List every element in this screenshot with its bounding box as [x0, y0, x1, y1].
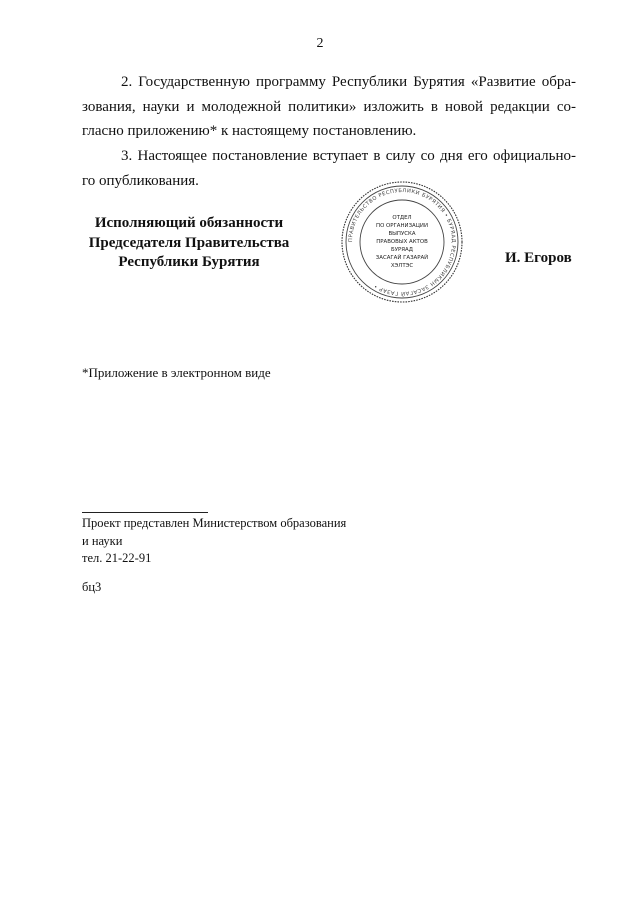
footer-line: и науки — [82, 533, 123, 548]
paragraph-2 — [82, 70, 576, 144]
paragraph-line: го опубликования. — [82, 172, 199, 189]
signatory-title-line: Председателя Правительства — [88, 234, 290, 251]
stamp-line: ПО ОРГАНИЗАЦИИ — [376, 223, 428, 229]
paragraph-line: гласно приложению* к настоящему постановлению. — [82, 123, 417, 139]
footer-contact — [82, 515, 346, 568]
paragraph-3 — [82, 144, 576, 193]
footer-line: тел. 21-22-91 — [82, 551, 152, 565]
paragraph-line: 3. Настоящее постановление вступает в силу со дня его официально- — [121, 148, 576, 164]
signatory-title-line: Исполняющий обязанности — [94, 215, 284, 231]
appendix-note: *Приложение в электронном виде — [82, 365, 271, 380]
footer-separator — [82, 512, 208, 513]
stamp-line: БУРЯАД — [391, 247, 413, 253]
paragraph-line: зования, науки и молодежной политики» изложить в новой редакции со- — [82, 98, 576, 115]
stamp-line: ЗАСАГАЙ ГАЗАРАЙ — [375, 255, 429, 261]
signatory-title — [64, 214, 314, 273]
stamp-line: ВЫПУСКА — [388, 231, 416, 237]
stamp-line: ХЭЛТЭС — [390, 263, 414, 269]
page-number: 2 — [316, 36, 324, 51]
stamp-line: ПРАВОВЫХ АКТОВ — [376, 239, 428, 245]
stamp-line: ОТДЕЛ — [392, 215, 412, 221]
footer-line: Проект представлен Министерством образования — [82, 516, 347, 530]
signatory-title-line: Республики Бурятия — [118, 254, 260, 270]
svg-text:ПРАВИТЕЛЬСТВО РЕСПУБЛИКИ БУРЯТ: ПРАВИТЕЛЬСТВО РЕСПУБЛИКИ БУРЯТИЯ • БУРЯАД РЕСПУБЛИКЫН ЗАСАГАЙ ГАЗАР • — [347, 187, 457, 297]
official-stamp — [339, 179, 465, 305]
signatory-name: И. Егоров — [505, 250, 572, 266]
document-code: бц3 — [82, 580, 102, 594]
paragraph-line: 2. Государственную программу Республики Бурятия «Развитие обра- — [121, 74, 576, 90]
